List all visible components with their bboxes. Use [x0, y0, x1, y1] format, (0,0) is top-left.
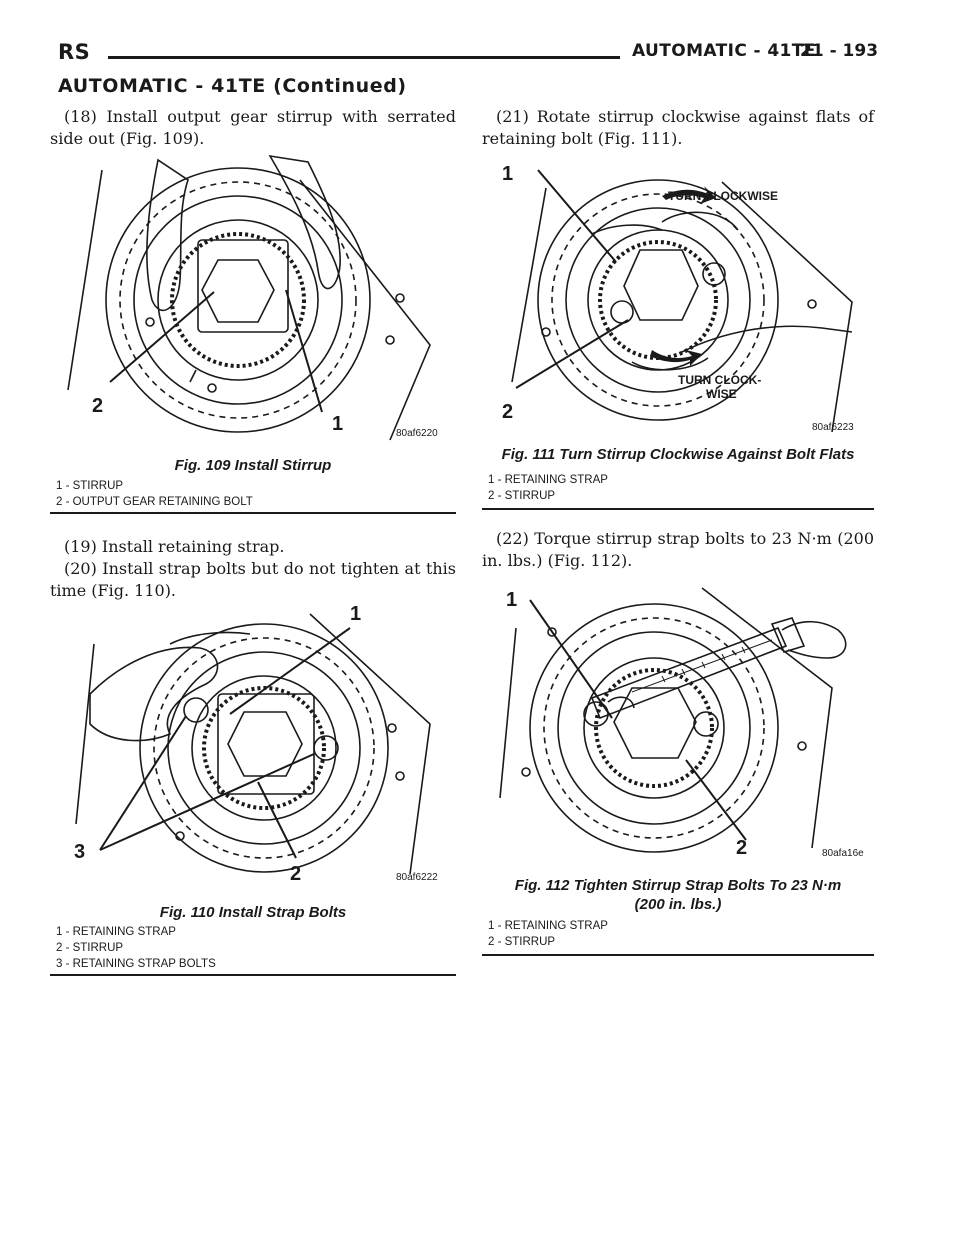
- figure-110-title: Fig. 110 Install Strap Bolts: [159, 904, 347, 921]
- figure-112-legend-item: 2 - STIRRUP: [488, 936, 556, 948]
- figure-112-legend-item: 1 - RETAINING STRAP: [488, 920, 608, 932]
- step-18-text: (18) Install output gear stirrup with serrated side out (Fig. 109).: [50, 107, 456, 148]
- step-19-20-block: [50, 536, 456, 602]
- figure-111-code: 80af6223: [812, 422, 854, 433]
- figure-109-code: 80af6220: [396, 428, 438, 439]
- figure-110-callout-3: 3: [74, 841, 86, 863]
- header-chapter: AUTOMATIC - 41TE: [632, 41, 816, 61]
- figure-110-callout-1: 1: [350, 604, 362, 625]
- figure-111: [482, 152, 874, 440]
- header-section: RS: [58, 40, 91, 64]
- figure-112-code: 80afa16e: [822, 848, 864, 859]
- figure-111-callout-2: 2: [502, 401, 514, 423]
- figure-112-title-line-1: Fig. 112 Tighten Stirrup Strap Bolts To 23 N·m: [514, 877, 842, 894]
- figure-112-title-line-2: (200 in. lbs.): [634, 896, 722, 913]
- figure-112-rule: [482, 954, 874, 956]
- figure-111-annotation-turn-clock: TURN CLOCK-: [678, 373, 762, 387]
- figure-109-title: Fig. 109 Install Stirrup: [174, 457, 332, 474]
- figure-112-callout-1: 1: [506, 589, 518, 611]
- figure-112-illustration: [482, 578, 874, 864]
- figure-111-rule: [482, 508, 874, 510]
- figure-109-callout-1: 1: [332, 413, 344, 435]
- figure-111-annotation-wise: WISE: [706, 387, 737, 401]
- figure-110-legend: [56, 924, 216, 972]
- figure-111-illustration: [482, 152, 874, 440]
- figure-112-legend: [488, 918, 608, 950]
- header-rule: [108, 56, 620, 59]
- figure-111-legend-item: 1 - RETAINING STRAP: [488, 474, 608, 486]
- figure-112: [482, 578, 874, 864]
- figure-111-legend-item: 2 - STIRRUP: [488, 490, 556, 502]
- figure-110: [50, 604, 456, 894]
- step-19-text: (19) Install retaining strap.: [64, 537, 285, 556]
- figure-110-callout-2: 2: [290, 863, 302, 885]
- figure-112-callout-2: 2: [736, 837, 748, 859]
- figure-110-rule: [50, 974, 456, 976]
- section-title: AUTOMATIC - 41TE (Continued): [58, 75, 407, 97]
- figure-109-illustration: [50, 150, 456, 450]
- figure-111-annotation-turn-clockwise: TURN CLOCKWISE: [668, 189, 778, 203]
- figure-109-legend: [56, 478, 253, 510]
- figure-109: [50, 150, 456, 450]
- header-page-number: 21 - 193: [800, 41, 879, 61]
- step-21-text: (21) Rotate stirrup clockwise against flats of retaining bolt (Fig. 111).: [482, 107, 874, 148]
- figure-110-illustration: [50, 604, 456, 894]
- step-20-text: (20) Install strap bolts but do not tighten at this time (Fig. 110).: [50, 559, 456, 600]
- step-18-block: [50, 106, 456, 150]
- figure-109-legend-item: 1 - STIRRUP: [56, 480, 124, 492]
- figure-110-legend-item: 2 - STIRRUP: [56, 942, 124, 954]
- figure-111-title: Fig. 111 Turn Stirrup Clockwise Against Bolt Flats: [501, 446, 855, 463]
- figure-111-legend: [488, 472, 608, 504]
- step-22-block: [482, 528, 874, 572]
- figure-110-legend-item: 1 - RETAINING STRAP: [56, 926, 176, 938]
- figure-109-legend-item: 2 - OUTPUT GEAR RETAINING BOLT: [56, 496, 253, 508]
- step-22-text: (22) Torque stirrup strap bolts to 23 N·m (200 in. lbs.) (Fig. 112).: [482, 529, 874, 570]
- figure-112-title: [482, 876, 874, 914]
- figure-110-code: 80af6222: [396, 872, 438, 883]
- figure-109-callout-2: 2: [92, 395, 104, 417]
- step-21-block: [482, 106, 874, 150]
- figure-111-callout-1: 1: [502, 163, 514, 185]
- figure-110-legend-item: 3 - RETAINING STRAP BOLTS: [56, 958, 216, 970]
- figure-109-rule: [50, 512, 456, 514]
